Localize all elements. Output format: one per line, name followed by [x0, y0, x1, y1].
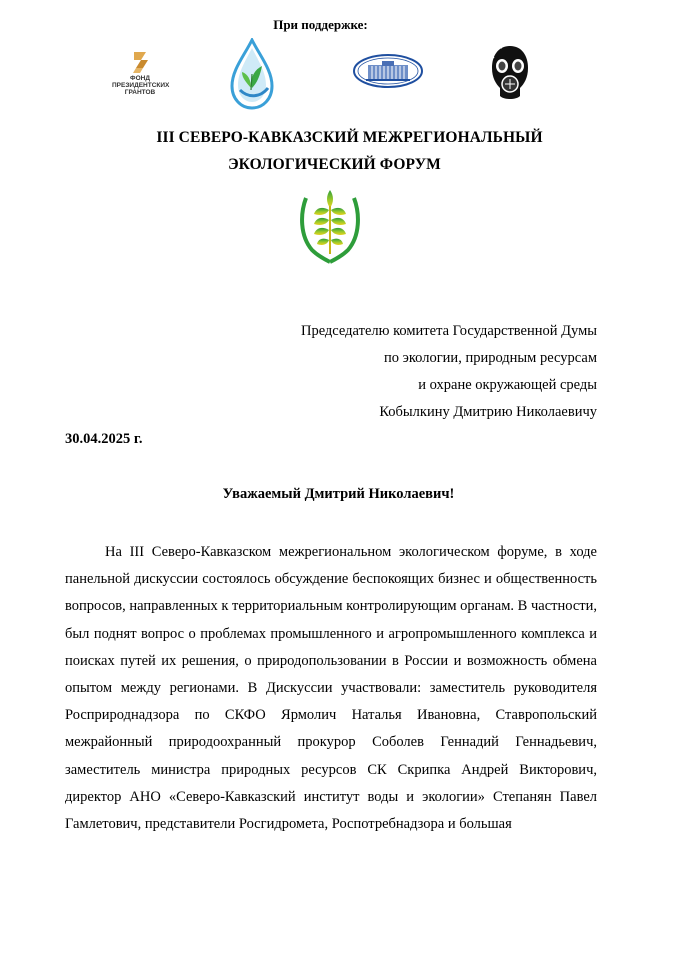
logo-caption-line: ГРАНТОВ [124, 89, 156, 96]
forum-title-line-2: ЭКОЛОГИЧЕСКИЙ ФОРУМ [228, 156, 441, 173]
addressee-line: Кобылкину Дмитрию Николаевичу [379, 404, 597, 420]
presidential-grants-logo [112, 46, 168, 102]
addressee-line: Председателю комитета Государственной Думы [300, 323, 597, 339]
forum-title-line-1: III СЕВЕРО-КАВКАЗСКИЙ МЕЖРЕГИОНАЛЬНЫЙ [156, 129, 543, 146]
letter-body: На III Северо-Кавказском межрегиональном экологическом форуме, в ходе панельной дискуссии состоялось обсуждение беспокоящих бизнес и общественность вопросов, направленных к территориальным контролирующим органам. В частности, был поднят вопрос о проблемах промышленного и агропромышленного комплекса и поисках путей их решения, о природопользовании в России и возможность обмена опытом между регионами. В Дискуссии участвовали: заместитель руководителя Росприроднадзора по СКФО Ярмолич Наталья Ивановна, Ставропольский межрайонный природоохранный прокурор Соболев Геннадий Геннадьевич, заместитель министра природных ресурсов СК Скрипка Андрей Викторович, директор АНО «Северо-Кавказский институт воды и экологии» Степанян Павел Гамлетович, представители Росгидромета, Роспотребнадзора и большая [65, 544, 597, 833]
wheat-forum-logo [298, 186, 362, 266]
letter-date: 30.04.2025 г. [65, 431, 143, 447]
state-duma-logo [352, 53, 424, 89]
logo-caption-line: ПРЕЗИДЕНТСКИХ [112, 82, 170, 89]
presidential-grants-icon [128, 48, 154, 74]
support-label: При поддержке: [273, 17, 368, 32]
addressee-block [301, 318, 597, 426]
greeting: Уважаемый Дмитрий Николаевич! [222, 486, 455, 502]
addressee-line: и охране окружающей среды [418, 377, 597, 393]
water-drop-leaf-logo [230, 38, 274, 110]
gas-mask-logo [486, 44, 534, 102]
logo-caption-line: ФОНД [130, 75, 150, 82]
addressee-line: по экологии, природным ресурсам [384, 350, 597, 366]
